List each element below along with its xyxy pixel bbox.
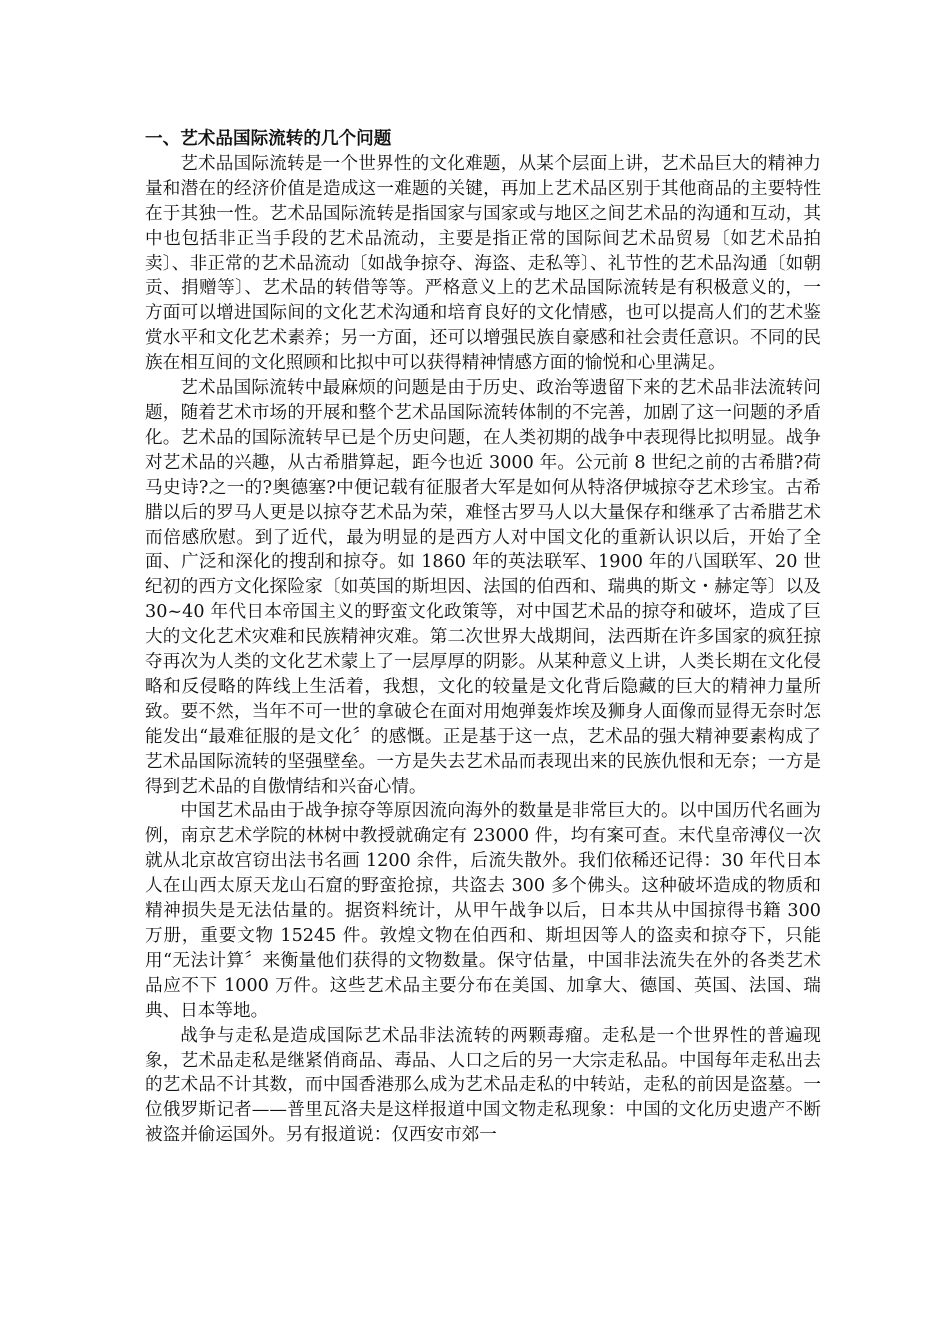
paragraph-1: 艺术品国际流转是一个世界性的文化难题，从某个层面上讲，艺术品巨大的精神力量和潜在的经济价值是造成这一难题的关键，再加上艺术品区别于其他商品的主要特性在于其独一性。艺术品国际流转是指国家与国家或与地区之间艺术品的沟通和互动，其中也包括非正当手段的艺术品流动，主要是指正常的国际间艺术品贸易〔如艺术品拍卖〕、非正常的艺术品流动〔如战争掠夺、海盗、走私等〕、礼节性的艺术品沟通〔如朝贡、捐赠等〕、艺术品的转借等等。严格意义上的艺术品国际流转是有积极意义的，一方面可以增进国际间的文化艺术沟通和培育良好的文化情感，也可以提高人们的艺术鉴赏水平和文化艺术素养；另一方面，还可以增强民族自豪感和社会责任意识。不同的民族在相互间的文化照顾和比拟中可以获得精神情感方面的愉悦和心里满足。 bbox=[145, 153, 821, 374]
paragraph-3: 中国艺术品由于战争掠夺等原因流向海外的数量是非常巨大的。以中国历代名画为例，南京艺术学院的林树中教授就确定有 23000 件，均有案可查。末代皇帝溥仪一次就从北京故宫窃出法书名画 1200 余件，后流失散外。我们依稀还记得：30 年代日本人在山西太原天龙山石窟的野蛮抢掠，共盗去 300 多个佛头。这种破坏造成的物质和精神损失是无法估量的。据资料统计，从甲午战争以后，日本共从中国掠得书籍 300 万册，重要文物 15245 件。敦煌文物在伯西和、斯坦因等人的盗卖和掠夺下，只能用“无法计算〞来衡量他们获得的文物数量。保守估量，中国非法流失在外的各类艺术品应不下 1000 万件。这些艺术品主要分布在美国、加拿大、德国、英国、法国、瑞典、日本等地。 bbox=[145, 801, 821, 1021]
paragraph-4: 战争与走私是造成国际艺术品非法流转的两颗毒瘤。走私是一个世界性的普遍现象，艺术品走私是继紧俏商品、毒品、人口之后的另一大宗走私品。中国每年走私出去的艺术品不计其数，而中国香港那么成为艺术品走私的中转站，走私的前因是盗墓。一位俄罗斯记者——普里瓦洛夫是这样报道中国文物走私现象：中国的文化历史遗产不断被盗并偷运国外。另有报道说：仅西安市郊一 bbox=[145, 1025, 821, 1146]
section-heading: 一、艺术品国际流转的几个问题 bbox=[145, 129, 392, 149]
paragraph-2: 艺术品国际流转中最麻烦的问题是由于历史、政治等遗留下来的艺术品非法流转问题，随着艺术市场的开展和整个艺术品国际流转体制的不完善，加剧了这一问题的矛盾化。艺术品的国际流转早已是个历史问题，在人类初期的战争中表现得比拟明显。战争对艺术品的兴趣，从古希腊算起，距今也近 3000 年。公元前 8 世纪之前的古希腊?荷马史诗?之一的?奥德塞?中便记载有征服者大军是如何从特洛伊城掠夺艺术珍宝。古希腊以后的罗马人更是以掠夺艺术品为荣，难怪古罗马人以大量保存和继承了古希腊艺术而倍感欣慰。到了近代，最为明显的是西方人对中国文化的重新认识以后，开始了全面、广泛和深化的搜刮和掠夺。如 1860 年的英法联军、1900 年的八国联军、20 世纪初的西方文化探险家〔如英国的斯坦因、法国的伯西和、瑞典的斯文・赫定等〕以及 30~40 年代日本帝国主义的野蛮文化政策等，对中国艺术品的掠夺和破坏，造成了巨大的文化艺术灾难和民族精神灾难。第二次世界大战期间，法西斯在许多国家的疯狂掠夺再次为人类的文化艺术蒙上了一层厚厚的阴影。从某种意义上讲，人类长期在文化侵略和反侵略的阵线上生活着，我想，文化的较量是文化背后隐藏的巨大的精神力量所致。要不然，当年不可一世的拿破仑在面对用炮弹轰炸埃及狮身人面像而显得无奈时怎能发出“最难征服的是文化〞的感慨。正是基于这一点，艺术品的强大精神要素构成了艺术品国际流转的坚强壁垒。一方是失去艺术品而表现出来的民族仇恨和无奈；一方是得到艺术品的自傲情结和兴奋心情。 bbox=[145, 378, 821, 797]
document-body bbox=[145, 127, 821, 1148]
